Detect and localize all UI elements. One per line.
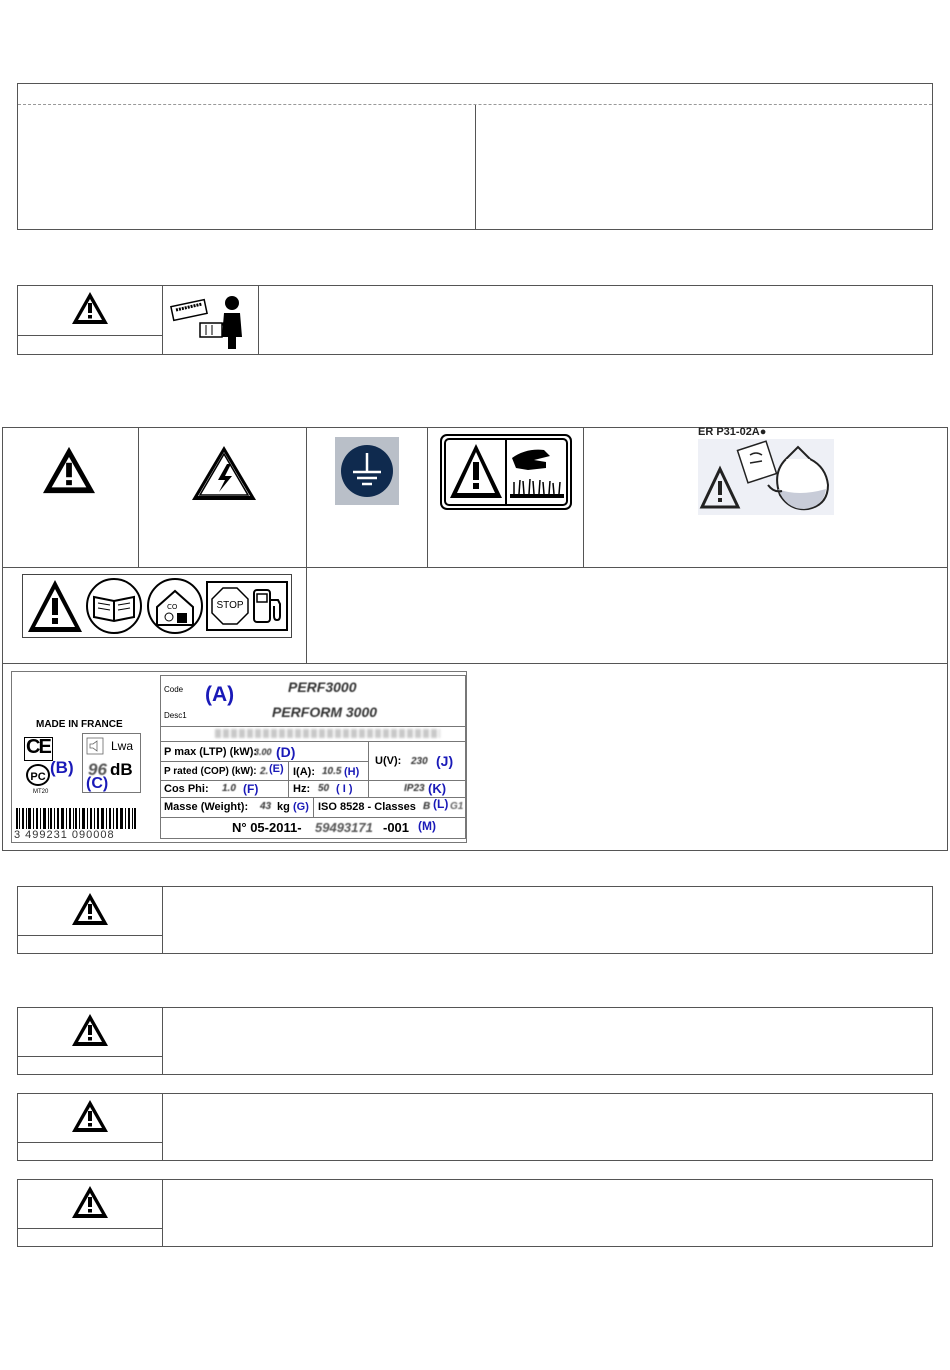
- warning-box-4: [17, 1179, 933, 1247]
- warning-icon: [70, 1098, 110, 1134]
- marking-code-label: ER P31-02A●: [698, 426, 767, 438]
- callout-k: (K): [428, 781, 447, 796]
- manufacturer-address-blurred: [215, 729, 440, 738]
- warning-icon: [39, 444, 99, 496]
- iso-value: B: [423, 801, 431, 812]
- speaker-icon: [86, 737, 104, 755]
- grid-line: [313, 797, 314, 817]
- cell-divider: [17, 1056, 162, 1057]
- serial-value: 59493171: [315, 820, 373, 835]
- mass-value: 43: [260, 801, 272, 812]
- callout-e: (E): [269, 763, 284, 775]
- stop-label: STOP: [216, 600, 244, 611]
- earth-ground-icon: [335, 437, 399, 505]
- callout-c: (C): [86, 775, 109, 792]
- current-value: 10.5: [322, 766, 342, 777]
- serial-suffix: -001: [383, 820, 410, 835]
- callout-b: (B): [50, 758, 74, 777]
- col-divider: [583, 427, 584, 567]
- col-divider: [162, 1007, 163, 1075]
- noise-unit: dB: [110, 760, 133, 779]
- gost-mark: PC: [26, 764, 50, 786]
- read-manual-icon: [84, 577, 144, 635]
- cell-divider: [17, 935, 162, 936]
- desc-label: Desc1: [164, 711, 187, 720]
- callout-l: (L): [433, 797, 449, 811]
- ce-mark-label: CE: [26, 736, 50, 758]
- serial-prefix: N° 05-2011-: [232, 820, 302, 835]
- grid-line: [160, 817, 466, 818]
- cell-divider: [17, 1142, 162, 1143]
- iso-label: ISO 8528 - Classes: [318, 801, 416, 813]
- cosphi-value: 1.0: [222, 783, 236, 794]
- mt-code: MT20: [33, 789, 49, 795]
- lwa-label: Lwa: [111, 739, 134, 753]
- callout-g: (G): [293, 801, 309, 813]
- grid-line: [368, 780, 369, 797]
- grid-line: [288, 761, 289, 797]
- callout-m: (M): [418, 819, 436, 833]
- person-reading-plate-icon: [166, 289, 256, 351]
- mass-unit: kg: [277, 801, 290, 813]
- grid-line: [160, 780, 466, 781]
- row-divider: [2, 567, 948, 568]
- ip-value: IP23: [404, 783, 425, 794]
- callout-j: (J): [436, 753, 454, 769]
- table-divider-vertical: [475, 105, 476, 230]
- code-value: PERF3000: [288, 679, 357, 695]
- no-indoor-use-icon: [145, 577, 205, 635]
- voltage-label: U(V):: [375, 755, 402, 767]
- cell-divider: [17, 1228, 162, 1229]
- col-divider: [258, 285, 259, 355]
- hot-surface-icon: [440, 434, 572, 510]
- grid-line: [160, 741, 466, 742]
- fuel-pump-icon: [250, 586, 286, 626]
- made-in-label: MADE IN FRANCE: [36, 719, 123, 730]
- grid-line: [160, 761, 368, 762]
- warning-icon: [70, 891, 110, 927]
- desc-value: PERFORM 3000: [272, 704, 378, 720]
- col-divider: [162, 1093, 163, 1161]
- col-divider: [427, 427, 428, 567]
- callout-a: (A): [205, 683, 235, 706]
- warning-box-2: [17, 1007, 933, 1075]
- pmax-value: 3.00: [254, 747, 272, 757]
- hz-label: Hz:: [293, 783, 311, 795]
- grid-line: [368, 741, 369, 780]
- warning-icon: [70, 1184, 110, 1220]
- svg-text:CO: CO: [167, 603, 178, 611]
- noise-value: 96: [88, 760, 107, 779]
- current-label: I(A):: [293, 766, 315, 778]
- pmax-label: P max (LTP) (kW):: [164, 746, 258, 758]
- code-label: Code: [164, 685, 184, 694]
- col-divider: [138, 427, 139, 567]
- callout-f: (F): [243, 782, 259, 796]
- warning-box-1: [17, 886, 933, 954]
- warning-icon: [70, 1012, 110, 1048]
- cosphi-label: Cos Phi:: [164, 783, 209, 795]
- warning-box-3: [17, 1093, 933, 1161]
- hz-value: 50: [318, 783, 330, 794]
- electric-shock-icon: [190, 444, 258, 502]
- col-divider: [162, 1179, 163, 1247]
- voltage-value: 230: [411, 756, 428, 767]
- callout-i: ( I ): [336, 783, 353, 795]
- col-divider: [162, 886, 163, 954]
- warning-icon: [70, 290, 110, 326]
- row-divider: [2, 663, 948, 664]
- cell-divider: [17, 335, 162, 336]
- callout-h: (H): [344, 766, 360, 778]
- iso-suffix: G1: [450, 801, 464, 812]
- grid-line: [160, 726, 466, 727]
- oil-level-check-icon: [698, 439, 834, 515]
- warning-row-plate: [17, 285, 933, 355]
- prated-value: 2.: [260, 766, 269, 777]
- col-divider: [306, 427, 307, 663]
- col-divider: [162, 285, 163, 355]
- prated-label: P rated (COP) (kW):: [164, 766, 257, 777]
- mass-label: Masse (Weight):: [164, 801, 249, 813]
- warning-icon: [26, 578, 84, 634]
- callout-d: (D): [276, 744, 296, 760]
- barcode-digits: 3 499231 090008: [14, 829, 138, 841]
